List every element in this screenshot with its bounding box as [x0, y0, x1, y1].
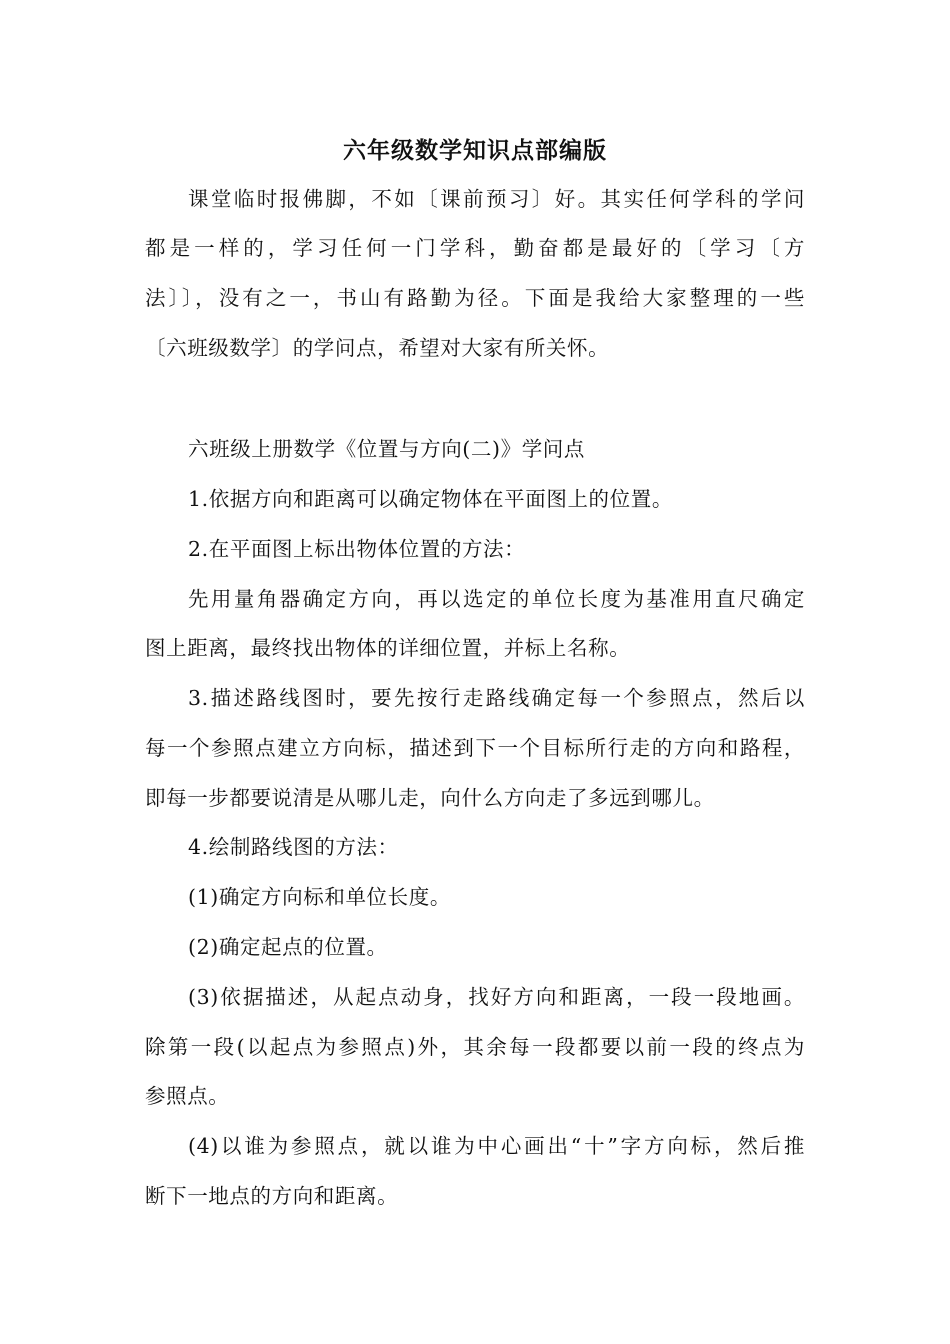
page-title: 六年级数学知识点部编版 — [343, 137, 607, 164]
intro-line-3: 法〕〕，没有之一，书山有路勤为径。下面是我给大家整理的一些 — [145, 286, 805, 310]
point-4-sub-3-line-3: 参照点。 — [145, 1084, 230, 1108]
point-2: 2.在平面图上标出物体位置的方法： — [188, 537, 526, 561]
intro-line-1: 课堂临时报佛脚，不如〔课前预习〕好。其实任何学科的学问 — [188, 187, 805, 211]
section-heading: 六班级上册数学《位置与方向(二)》学问点 — [188, 437, 585, 461]
point-1: 1.依据方向和距离可以确定物体在平面图上的位置。 — [188, 487, 673, 511]
point-4-sub-3-line-1: (3)依据描述，从起点动身，找好方向和距离，一段一段地画。 — [188, 985, 805, 1009]
point-3-line-2: 每一个参照点建立方向标，描述到下一个目标所行走的方向和路程， — [145, 736, 805, 760]
point-4: 4.绘制路线图的方法： — [188, 835, 399, 859]
point-4-sub-4-line-2: 断下一地点的方向和距离。 — [145, 1184, 399, 1208]
point-2-detail-line-1: 先用量角器确定方向，再以选定的单位长度为基准用直尺确定 — [188, 587, 805, 611]
intro-line-4: 〔六班级数学〕的学问点，希望对大家有所关怀。 — [145, 336, 610, 360]
point-4-sub-3-line-2: 除第一段(以起点为参照点)外，其余每一段都要以前一段的终点为 — [145, 1035, 805, 1059]
point-4-sub-1: (1)确定方向标和单位长度。 — [188, 885, 451, 909]
point-4-sub-2: (2)确定起点的位置。 — [188, 935, 388, 959]
point-2-detail-line-2: 图上距离，最终找出物体的详细位置，并标上名称。 — [145, 636, 631, 660]
point-3-line-1: 3.描述路线图时，要先按行走路线确定每一个参照点，然后以 — [188, 686, 805, 710]
point-3-line-3: 即每一步都要说清是从哪儿走，向什么方向走了多远到哪儿。 — [145, 786, 715, 810]
intro-line-2: 都是一样的，学习任何一门学科，勤奋都是最好的〔学习〔方 — [145, 236, 805, 260]
point-4-sub-4-line-1: (4)以谁为参照点，就以谁为中心画出“十”字方向标，然后推 — [188, 1134, 805, 1158]
